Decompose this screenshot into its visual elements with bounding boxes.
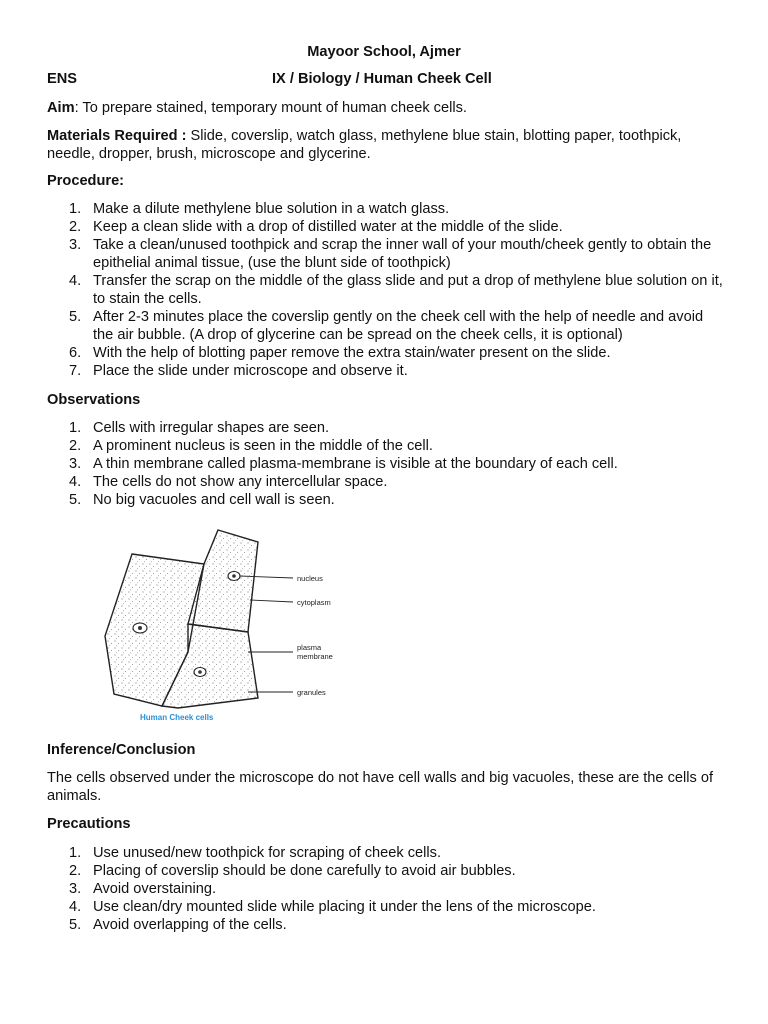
- list-item: 5. No big vacuoles and cell wall is seen.: [69, 492, 335, 508]
- label-granules: granules: [297, 688, 326, 697]
- list-item: 5. Avoid overlapping of the cells.: [69, 917, 287, 933]
- precautions-list: [47, 844, 727, 934]
- school-title: Mayoor School, Ajmer: [307, 44, 461, 60]
- list-item: 4. The cells do not show any intercellular space.: [69, 474, 388, 490]
- list-item: 1. Use unused/new toothpick for scraping of cheek cells.: [69, 845, 442, 861]
- header-subject: IX / Biology / Human Cheek Cell: [272, 71, 492, 87]
- figure-caption: Human Cheek cells: [140, 713, 214, 722]
- materials-label: Materials Required :: [47, 128, 187, 144]
- procedure-heading: Procedure:: [47, 173, 125, 189]
- list-item: 2. A prominent nucleus is seen in the middle of the cell.: [69, 438, 433, 454]
- inference-paragraph: The cells observed under the microscope do not have cell walls and big vacuoles, these are the cells of animals.: [47, 770, 714, 804]
- cheek-cells-diagram: [100, 528, 344, 730]
- list-item: 5. After 2-3 minutes place the coverslip gently on the cheek cell with the help of needle and avoid the air bubble. (A drop of glycerine can be spread on the cheek cells, it is optional): [69, 309, 704, 343]
- observations-heading: Observations: [47, 392, 141, 408]
- label-nucleus: nucleus: [297, 574, 323, 583]
- list-item: 1. Cells with irregular shapes are seen.: [69, 420, 330, 436]
- list-item: 4. Transfer the scrap on the middle of the glass slide and put a drop of methylene blue solution on it, to stain the cells.: [69, 273, 723, 307]
- precautions-heading: Precautions: [47, 816, 131, 832]
- list-item: 4. Use clean/dry mounted slide while placing it under the lens of the microscope.: [69, 899, 596, 915]
- label-cytoplasm: cytoplasm: [297, 598, 331, 607]
- materials-paragraph: [47, 127, 727, 163]
- list-item: 1. Make a dilute methylene blue solution in a watch glass.: [69, 201, 450, 217]
- cheek-cells-figure: [100, 528, 344, 730]
- list-item: 6. With the help of blotting paper remove the extra stain/water present on the slide.: [69, 345, 611, 361]
- list-item: 7. Place the slide under microscope and observe it.: [69, 363, 408, 379]
- aim-text: : To prepare stained, temporary mount of human cheek cells.: [74, 100, 467, 116]
- list-item: 3. Avoid overstaining.: [69, 881, 217, 897]
- list-item: 2. Placing of coverslip should be done carefully to avoid air bubbles.: [69, 863, 516, 879]
- inference-heading: Inference/Conclusion: [47, 742, 196, 758]
- list-item: 2. Keep a clean slide with a drop of distilled water at the middle of the slide.: [69, 219, 563, 235]
- procedure-list: [47, 200, 727, 380]
- aim-label: Aim: [47, 100, 75, 116]
- observations-list: [47, 419, 727, 509]
- list-item: 3. A thin membrane called plasma-membrane is visible at the boundary of each cell.: [69, 456, 618, 472]
- aim-paragraph: [47, 99, 727, 117]
- materials-text: Slide, coverslip, watch glass, methylene blue stain, blotting paper, toothpick, needle, dropper, brush, microscope and glycerine.: [47, 128, 682, 162]
- label-plasma: plasma: [297, 643, 322, 652]
- header-left-code: ENS: [47, 71, 78, 87]
- label-membrane: membrane: [297, 652, 333, 661]
- list-item: 3. Take a clean/unused toothpick and scrap the inner wall of your mouth/cheek gently to obtain the epithelial animal tissue, (use the blunt side of toothpick): [69, 237, 712, 271]
